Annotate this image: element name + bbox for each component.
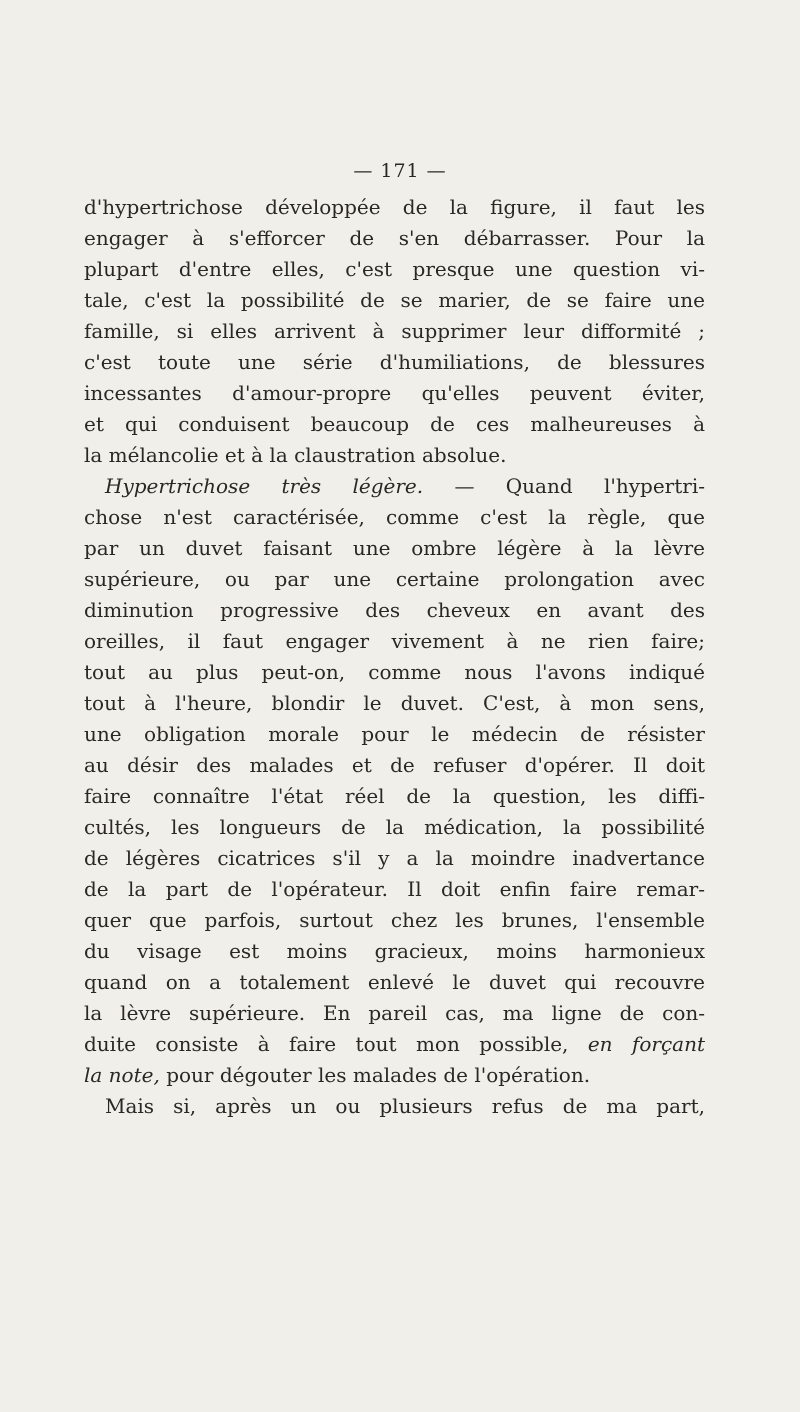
text-line: Mais si, après un ou plusieurs refus de ma part, — [105, 1094, 705, 1118]
section-heading-line — [84, 471, 705, 502]
section-heading: Hypertrichose très légère. — [105, 474, 424, 498]
text-line: c'est toute une série d'humiliations, de blessures — [84, 350, 705, 374]
text-line: par un duvet faisant une ombre légère à la lèvre — [84, 536, 705, 560]
text-line: tale, c'est la possibilité de se marier, de se faire une — [84, 288, 705, 312]
text-line: de la part de l'opérateur. Il doit enfin faire remar- — [84, 877, 705, 901]
text-line: tout à l'heure, blondir le duvet. C'est, à mon sens, — [84, 691, 705, 715]
text-line: quer que parfois, surtout chez les brunes, l'ensemble — [84, 908, 705, 932]
text-line: au désir des malades et de refuser d'opérer. Il doit — [84, 753, 705, 777]
text-line: quand on a totalement enlevé le duvet qui recouvre — [84, 970, 705, 994]
text-line: famille, si elles arrivent à supprimer leur difformité ; — [84, 319, 705, 343]
body-text — [84, 192, 705, 1122]
text-line: de légères cicatrices s'il y a la moindre inadvertance — [84, 846, 705, 870]
emphasis-text: la note, — [84, 1063, 160, 1087]
text-line: chose n'est caractérisée, comme c'est la règle, que — [84, 505, 705, 529]
text-line: du visage est moins gracieux, moins harmonieux — [84, 939, 705, 963]
text-span: duite consiste à faire tout mon possible, — [84, 1032, 588, 1056]
paragraph-end-line — [84, 1060, 705, 1091]
text-line: engager à s'efforcer de s'en débarrasser. Pour la — [84, 226, 705, 250]
text-line: une obligation morale pour le médecin de résister — [84, 722, 705, 746]
text-line: faire connaître l'état réel de la question, les diffi- — [84, 784, 705, 808]
text-line: la lèvre supérieure. En pareil cas, ma ligne de con- — [84, 1001, 705, 1025]
text-line: plupart d'entre elles, c'est presque une question vi- — [84, 257, 705, 281]
text-line: et qui conduisent beaucoup de ces malheureuses à — [84, 412, 705, 436]
text-line: tout au plus peut-on, comme nous l'avons indiqué — [84, 660, 705, 684]
text-line: diminution progressive des cheveux en avant des — [84, 598, 705, 622]
text-line: oreilles, il faut engager vivement à ne rien faire; — [84, 629, 705, 653]
text-span: — Quand l'hypertri- — [423, 474, 705, 498]
text-span: pour dégouter les malades de l'opération. — [159, 1063, 591, 1087]
text-line: incessantes d'amour-propre qu'elles peuvent éviter, — [84, 381, 705, 405]
text-line — [84, 1029, 705, 1060]
page-number: — 171 — — [353, 160, 447, 182]
emphasis-text: en forçant — [587, 1032, 705, 1056]
paragraph-end-line: la mélancolie et à la claustration absolue. — [84, 443, 507, 467]
text-line: supérieure, ou par une certaine prolongation avec — [84, 567, 705, 591]
text-line: cultés, les longueurs de la médication, la possibilité — [84, 815, 705, 839]
text-line: d'hypertrichose développée de la figure, il faut les — [84, 195, 705, 219]
